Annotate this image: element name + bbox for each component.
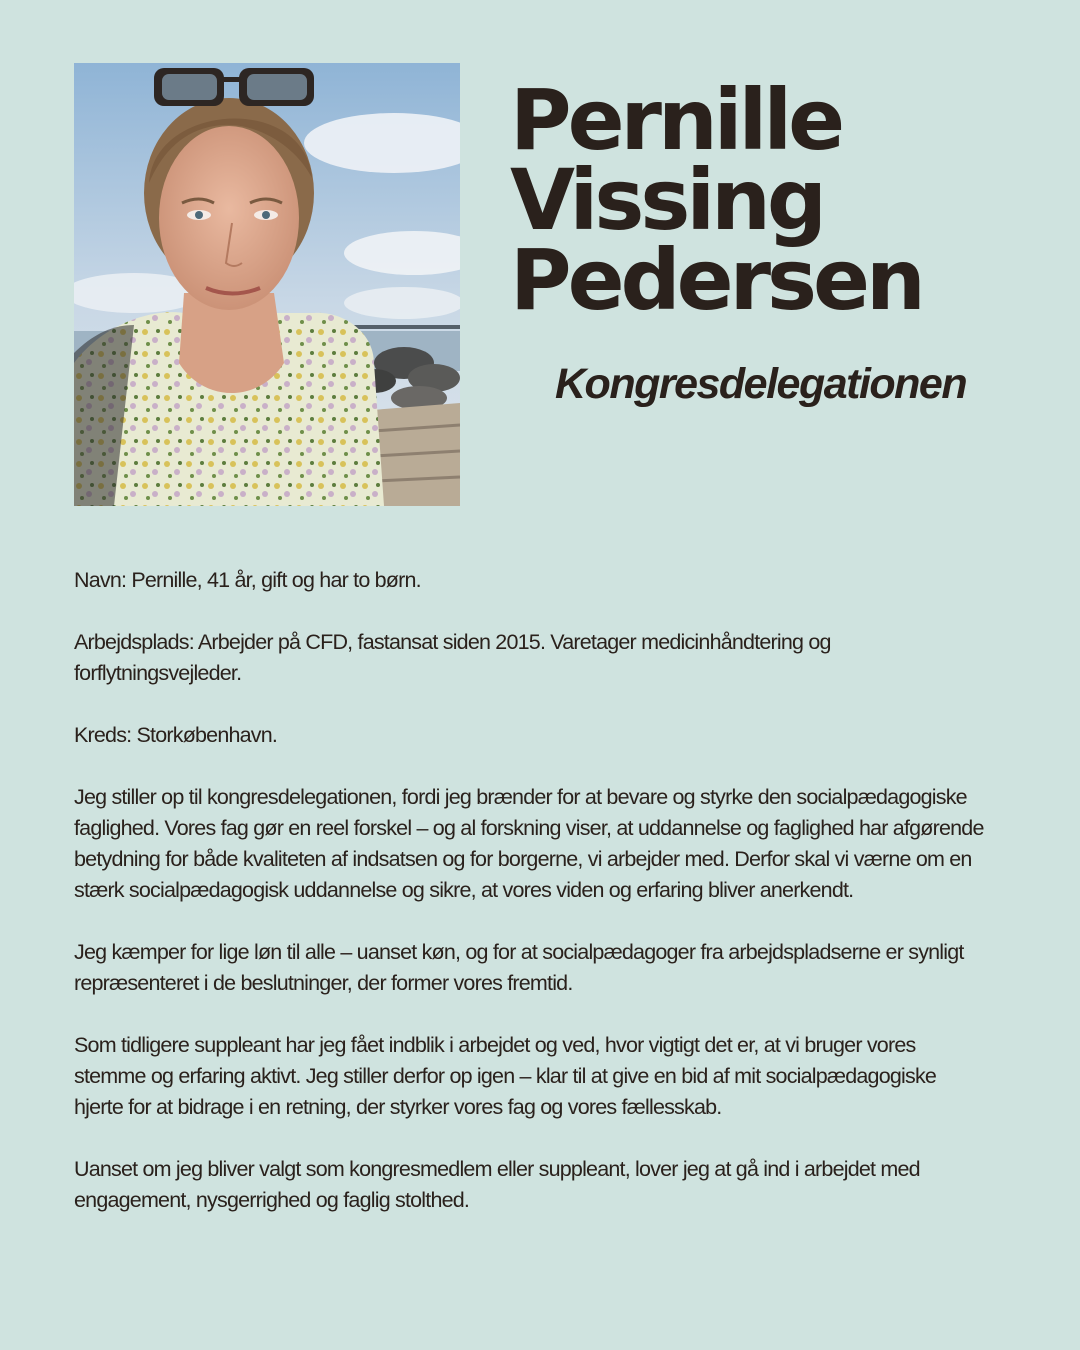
bio-motivation: Jeg stiller op til kongresdelegationen, fordi jeg brænder for at bevare og styrke den socialpædagogiske faglighed. Vores fag gør en reel forskel – og al forskning viser, at uddannelse og faglighed har afgørende betydning for både kvaliteten af indsatsen og for borgerne, vi arbejder med. Derfor skal vi værne om en stærk socialpædagogisk uddannelse og sikre, at vores viden og erfaring bliver anerkendt. bbox=[74, 785, 984, 902]
name-line-first: Pernille bbox=[510, 71, 842, 169]
page-title bbox=[510, 71, 1030, 329]
bio-workplace: Arbejdsplads: Arbejder på CFD, fastansat siden 2015. Varetager medicinhåndtering og forflytningsvejleder. bbox=[74, 630, 831, 685]
name-line-middle: Vissing bbox=[510, 151, 824, 249]
bio-district: Kreds: Storkøbenhavn. bbox=[74, 723, 278, 747]
bio-experience: Som tidligere suppleant har jeg fået indblik i arbejdet og ved, hvor vigtigt det er, at vi bruger vores stemme og erfaring aktivt. Jeg stiller derfor op igen – klar til at give en bid af mit socialpædagogiske hjerte for at bidrage i en retning, der styrker vores fag og vores fællesskab. bbox=[74, 1033, 937, 1119]
subtitle: Kongresdelegationen bbox=[555, 360, 967, 408]
bio-promise: Uanset om jeg bliver valgt som kongresmedlem eller suppleant, lover jeg at gå ind i arbejdet med engagement, nysgerrighed og faglig stolthed. bbox=[74, 1157, 920, 1212]
portrait-photo bbox=[74, 63, 460, 506]
bio-text bbox=[74, 565, 984, 1247]
bio-name-line: Navn: Pernille, 41 år, gift og har to børn. bbox=[74, 568, 421, 592]
bio-equal-pay: Jeg kæmper for lige løn til alle – uanset køn, og for at socialpædagoger fra arbejdspladserne er synligt repræsenteret i de beslutninger, der former vores fremtid. bbox=[74, 940, 964, 995]
name-line-last: Pedersen bbox=[510, 231, 922, 329]
